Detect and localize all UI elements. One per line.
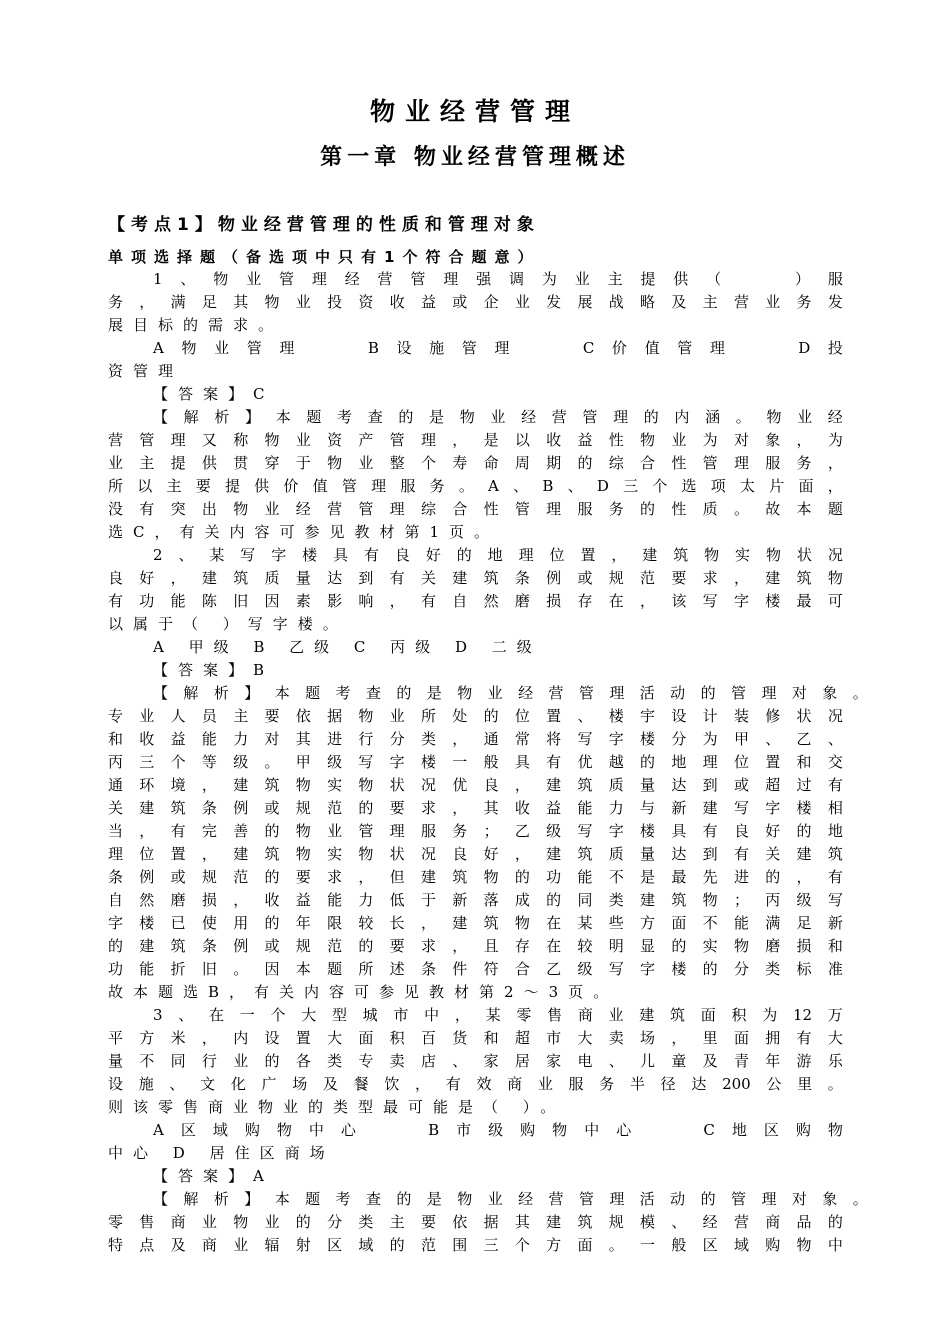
text-line: 【答案】B bbox=[153, 661, 275, 679]
text-line: 2 、 某 写 字 楼 具 有 良 好 的 地 理 位 置 ， 建 筑 物 实 物 状 况 bbox=[153, 546, 843, 564]
text-line: 中心 D 居住区商场 bbox=[108, 1144, 335, 1162]
text-line: 资管理 bbox=[108, 362, 184, 380]
text-line: 有 功 能 陈 旧 因 素 影 响 ， 有 自 然 磨 损 存 在 ， 该 写 字 楼 最 可 bbox=[108, 592, 843, 610]
text-line: 务 ， 满 足 其 物 业 投 资 收 益 或 企 业 发 展 战 略 及 主 营 业 务 发 bbox=[108, 293, 843, 311]
text-line: 没 有 突 出 物 业 经 营 管 理 综 合 性 管 理 服 务 的 性 质 。 故 本 题 bbox=[108, 500, 843, 518]
text-line: 零 售 商 业 物 业 的 分 类 主 要 依 据 其 建 筑 规 模 、 经 营 商 品 的 bbox=[108, 1213, 843, 1231]
text-line: 和 收 益 能 力 对 其 进 行 分 类 ， 通 常 将 写 字 楼 分 为 甲 、 乙 、 bbox=[108, 730, 843, 748]
text-line: 【 解 析 】 本 题 考 查 的 是 物 业 经 营 管 理 活 动 的 管 理 对 象 。 bbox=[153, 1190, 868, 1208]
text-line: 良 好 ， 建 筑 质 量 达 到 有 关 建 筑 条 例 或 规 范 要 求 ， 建 筑 物 bbox=[108, 569, 843, 587]
text-line: 所 以 主 要 提 供 价 值 管 理 服 务 。 A 、 B 、 D 三 个 选 项 太 片 面 ， bbox=[108, 477, 843, 495]
text-line: A 区 域 购 物 中 心 B 市 级 购 物 中 心 C 地 区 购 物 bbox=[153, 1121, 843, 1139]
text-line: 理 位 置 ， 建 筑 物 实 物 状 况 良 好 ， 建 筑 质 量 达 到 有 关 建 筑 bbox=[108, 845, 843, 863]
text-line: 以属于（ ）写字楼。 bbox=[108, 615, 348, 633]
text-line: 当 ， 有 完 善 的 物 业 管 理 服 务 ； 乙 级 写 字 楼 具 有 良 好 的 地 bbox=[108, 822, 843, 840]
text-line: 业 主 提 供 贯 穿 于 物 业 整 个 寿 命 周 期 的 综 合 性 管 理 服 务 ， bbox=[108, 454, 843, 472]
text-line: 条 例 或 规 范 的 要 求 ， 但 建 筑 物 的 功 能 不 是 最 先 进 的 ， 有 bbox=[108, 868, 843, 886]
text-line: 3 、 在 一 个 大 型 城 市 中 ， 某 零 售 商 业 建 筑 面 积 为 12 万 bbox=[153, 1006, 843, 1024]
text-line: 设 施 、 文 化 广 场 及 餐 饮 ， 有 效 商 业 服 务 半 径 达 200 公 里 。 bbox=[108, 1075, 843, 1093]
text-line: 平 方 米 ， 内 设 置 大 面 积 百 货 和 超 市 大 卖 场 ， 里 面 拥 有 大 bbox=[108, 1029, 843, 1047]
chapter-title: 第一章 物业经营管理概述 bbox=[320, 145, 630, 170]
text-line: 丙 三 个 等 级 。 甲 级 写 字 楼 一 般 具 有 优 越 的 地 理 位 置 和 交 bbox=[108, 753, 843, 771]
text-line: A 甲级 B 乙级 C 丙级 D 二级 bbox=[153, 638, 542, 656]
text-line: 营 管 理 又 称 物 业 资 产 管 理 ， 是 以 收 益 性 物 业 为 对 象 ， 为 bbox=[108, 431, 843, 449]
text-line: 关 建 筑 条 例 或 规 范 的 要 求 ， 其 收 益 能 力 与 新 建 写 字 楼 相 bbox=[108, 799, 843, 817]
text-line: 【答案】A bbox=[153, 1167, 274, 1185]
text-line: 自 然 磨 损 ， 收 益 能 力 低 于 新 落 成 的 同 类 建 筑 物 ； 丙 级 写 bbox=[108, 891, 843, 909]
text-line: 1 、 物 业 管 理 经 营 管 理 强 调 为 业 主 提 供 （ ） 服 bbox=[153, 270, 843, 288]
text-line: 字 楼 已 使 用 的 年 限 较 长 ， 建 筑 物 在 某 些 方 面 不 能 满 足 新 bbox=[108, 914, 843, 932]
text-line: 选C，有关内容可参见教材第1页。 bbox=[108, 523, 500, 541]
question-type-heading: 单项选择题（备选项中只有1个符合题意） bbox=[108, 248, 541, 266]
text-line: 专 业 人 员 主 要 依 据 物 业 所 处 的 位 置 、 楼 宇 设 计 装 修 状 况 bbox=[108, 707, 843, 725]
text-line: 故本题选B，有关内容可参见教材第2～3页。 bbox=[108, 983, 619, 1001]
text-line: 展目标的需求。 bbox=[108, 316, 284, 334]
text-line: 通 环 境 ， 建 筑 物 实 物 状 况 优 良 ， 建 筑 质 量 达 到 或 超 过 有 bbox=[108, 776, 843, 794]
text-line: A 物 业 管 理 B 设 施 管 理 C 价 值 管 理 D 投 bbox=[153, 339, 843, 357]
document-body bbox=[108, 268, 868, 1257]
text-line: 【答案】C bbox=[153, 385, 275, 403]
text-line: 量 不 同 行 业 的 各 类 专 卖 店 、 家 居 家 电 、 儿 童 及 青 年 游 乐 bbox=[108, 1052, 843, 1070]
text-line: 【 解 析 】 本 题 考 查 的 是 物 业 经 营 管 理 活 动 的 管 理 对 象 。 bbox=[153, 684, 868, 702]
text-line: 则该零售商业物业的类型最可能是（ ）。 bbox=[108, 1098, 566, 1116]
text-line: 的 建 筑 条 例 或 规 范 的 要 求 ， 且 存 在 较 明 显 的 实 物 磨 损 和 bbox=[108, 937, 843, 955]
text-line: 特 点 及 商 业 辐 射 区 域 的 范 围 三 个 方 面 。 一 般 区 域 购 物 中 bbox=[108, 1236, 843, 1254]
text-line: 【 解 析 】 本 题 考 查 的 是 物 业 经 营 管 理 的 内 涵 。 物 业 经 bbox=[153, 408, 843, 426]
document-title: 物业经营管理 bbox=[369, 97, 580, 126]
text-line: 功 能 折 旧 。 因 本 题 所 述 条 件 符 合 乙 级 写 字 楼 的 分 类 标 准 bbox=[108, 960, 843, 978]
section-heading: 【考点1】物业经营管理的性质和管理对象 bbox=[108, 215, 540, 235]
